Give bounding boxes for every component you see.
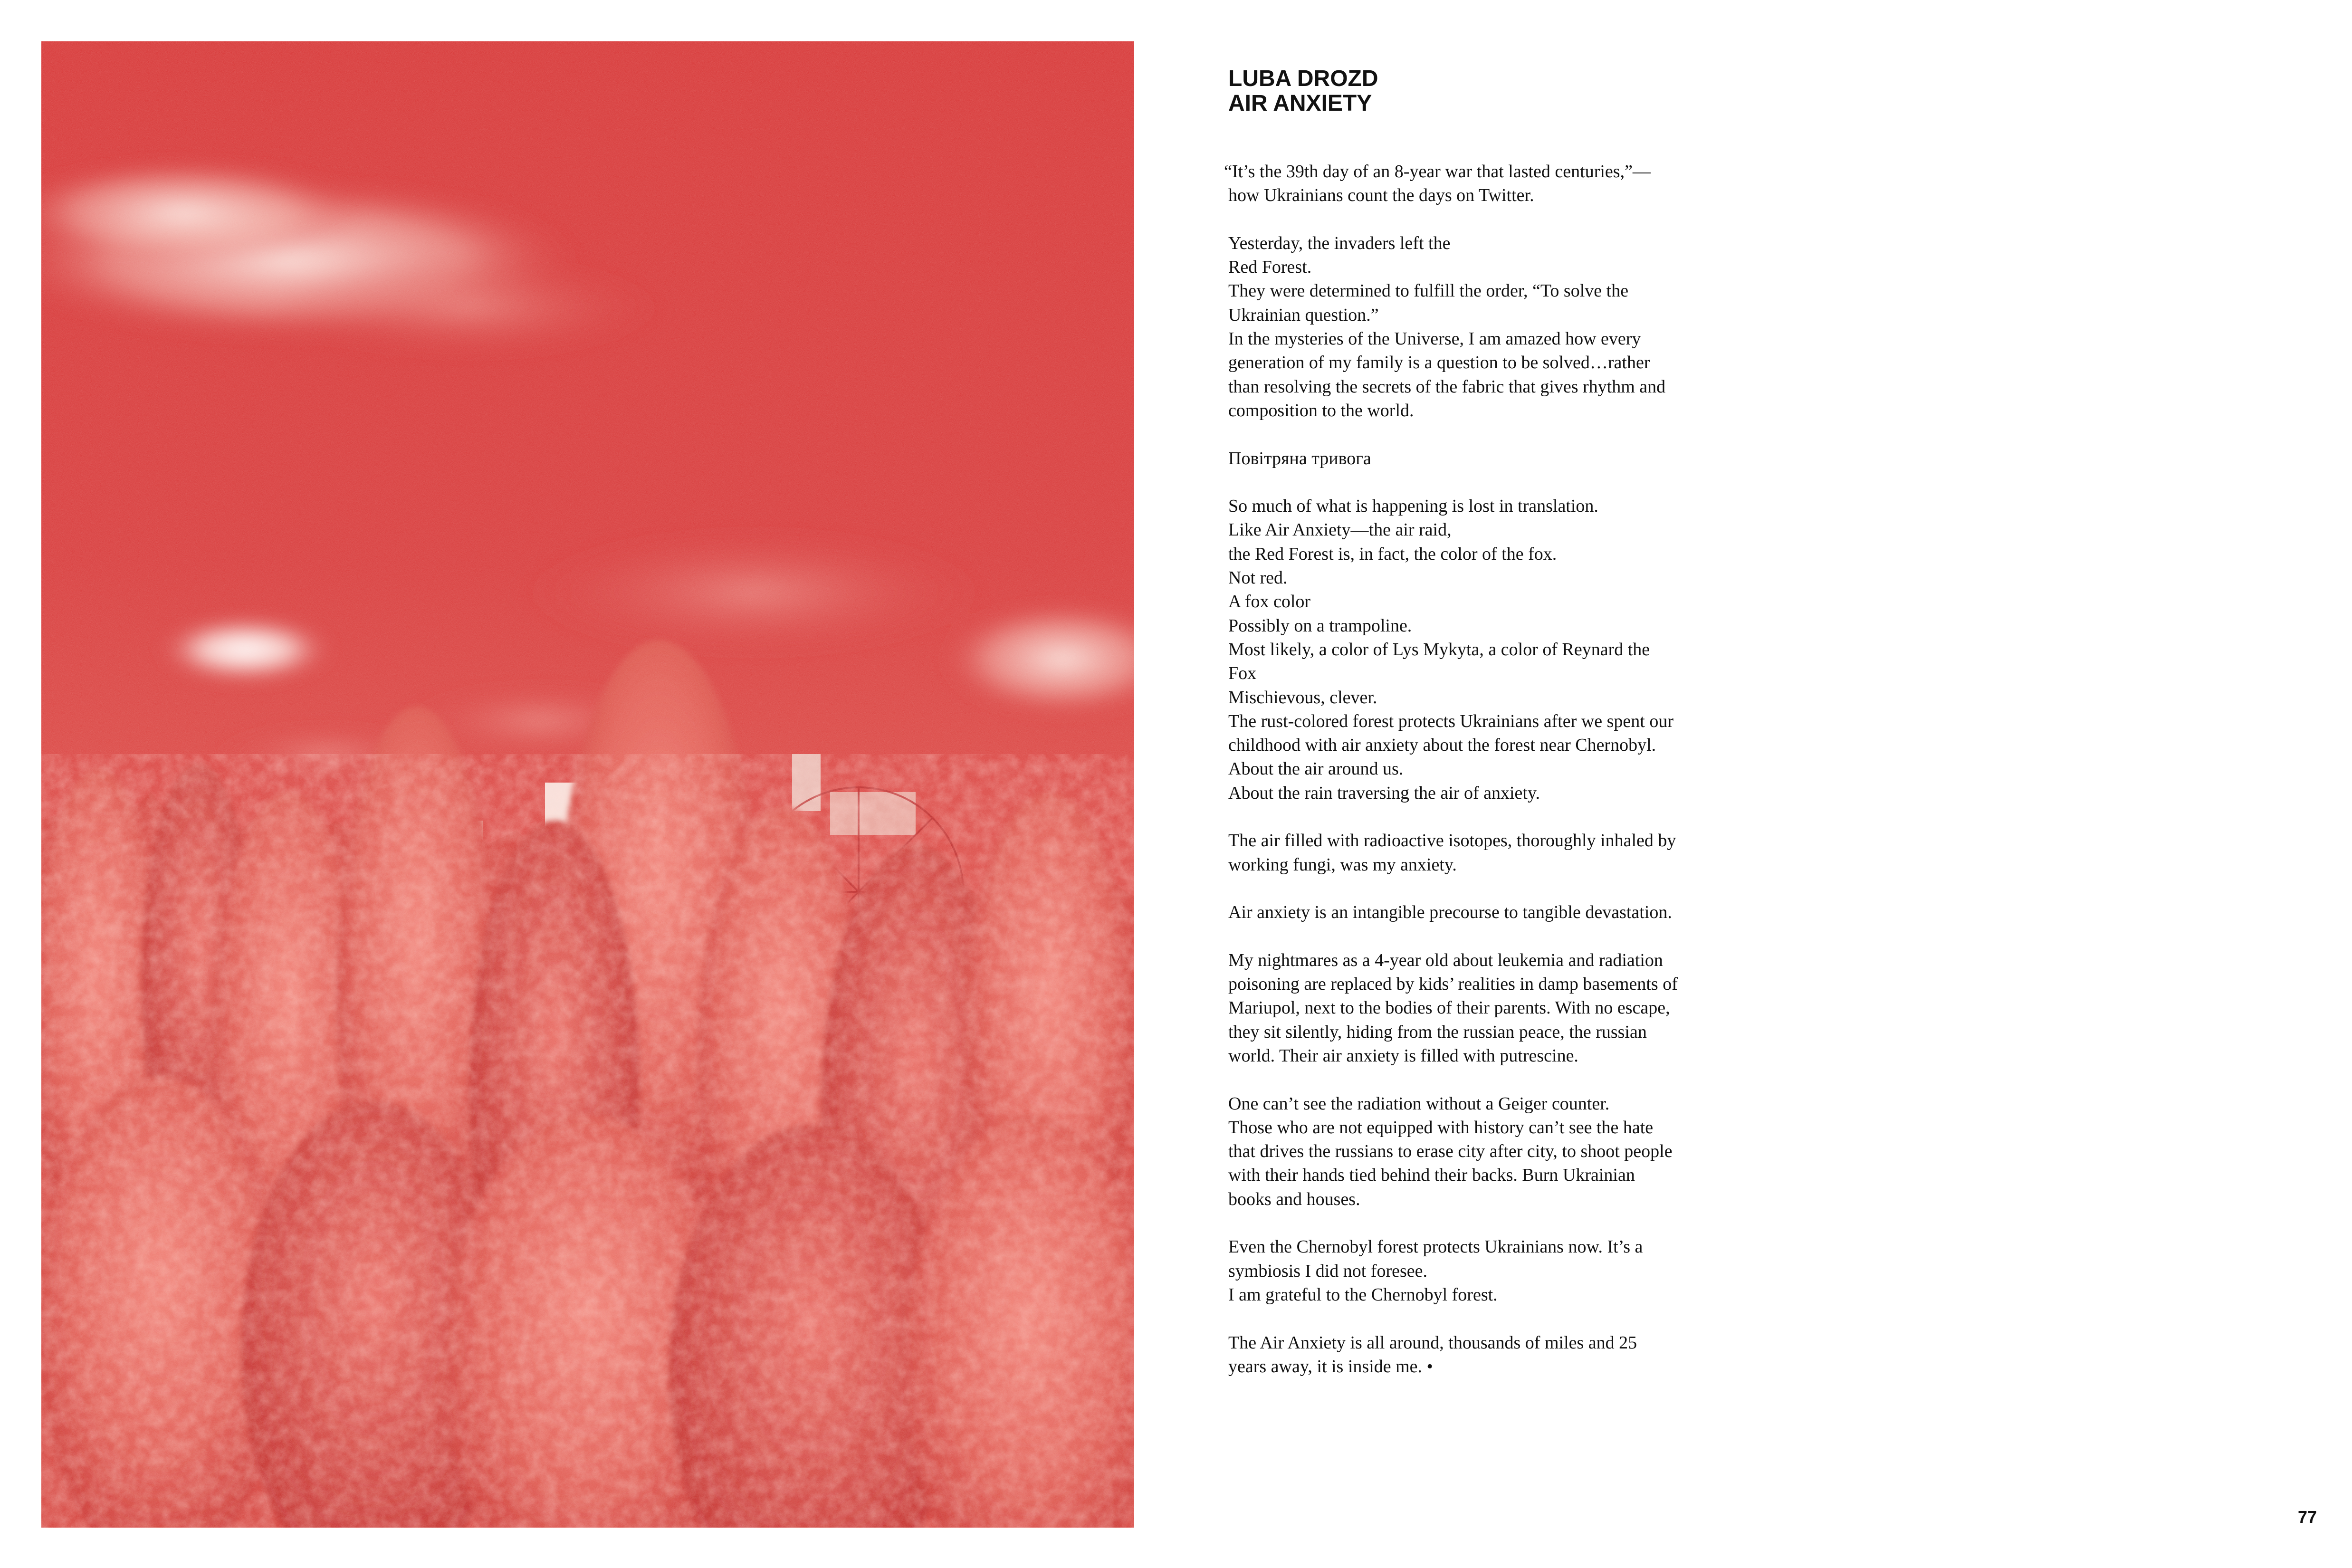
paragraph bbox=[1228, 231, 1765, 422]
text-line: Air anxiety is an intangible precourse to tangible devastation. bbox=[1228, 902, 1672, 923]
paragraph bbox=[1224, 160, 1765, 208]
paragraph bbox=[1228, 447, 1765, 470]
text-line: Mischievous, clever. bbox=[1228, 687, 1377, 708]
text-line: Like Air Anxiety—the air raid, bbox=[1228, 520, 1452, 540]
text-line: My nightmares as a 4-year old about leukemia and radiation bbox=[1228, 950, 1663, 970]
text-line: Yesterday, the invaders left the bbox=[1228, 233, 1451, 253]
text-line: Those who are not equipped with history can’t see the hate bbox=[1228, 1117, 1654, 1138]
paragraph bbox=[1228, 948, 1765, 1068]
text-line: They were determined to fulfill the order, “To solve the bbox=[1228, 281, 1629, 301]
paragraph bbox=[1228, 900, 1765, 924]
text-line: generation of my family is a question to be solved…rather bbox=[1228, 353, 1650, 373]
text-line: Ukrainian question.” bbox=[1228, 305, 1379, 325]
paragraph bbox=[1228, 829, 1765, 877]
text-line: Most likely, a color of Lys Mykyta, a color of Reynard the bbox=[1228, 639, 1650, 660]
page-number: 77 bbox=[2297, 1507, 2317, 1527]
text-line: About the rain traversing the air of anxiety. bbox=[1228, 783, 1540, 803]
text-line: Red Forest. bbox=[1228, 257, 1312, 277]
article-body bbox=[1224, 160, 1765, 1378]
text-line: “It’s the 39th day of an 8-year war that lasted centuries,”— bbox=[1224, 162, 1651, 182]
text-line: world. Their air anxiety is filled with putrescine. bbox=[1228, 1045, 1578, 1066]
text-line: childhood with air anxiety about the forest near Chernobyl. bbox=[1228, 735, 1656, 755]
author-name: LUBA DROZD bbox=[1228, 66, 1378, 91]
text-line: Повітряна тривога bbox=[1228, 448, 1371, 468]
text-line: In the mysteries of the Universe, I am amazed how every bbox=[1228, 329, 1641, 349]
article-title: AIR ANXIETY bbox=[1228, 91, 1372, 116]
paragraph bbox=[1228, 494, 1765, 805]
text-line: years away, it is inside me. • bbox=[1228, 1356, 1433, 1377]
forest-photo-image bbox=[41, 41, 1134, 1528]
text-line: About the air around us. bbox=[1228, 759, 1404, 779]
text-line: poisoning are replaced by kids’ realities in damp basements of bbox=[1228, 974, 1678, 994]
text-line: working fungi, was my anxiety. bbox=[1228, 854, 1457, 875]
text-line: books and houses. bbox=[1228, 1189, 1360, 1209]
text-line: they sit silently, hiding from the russian peace, the russian bbox=[1228, 1022, 1647, 1042]
text-line: Even the Chernobyl forest protects Ukrainians now. It’s a bbox=[1228, 1237, 1643, 1257]
text-line: symbiosis I did not foresee. bbox=[1228, 1261, 1428, 1281]
text-line: One can’t see the radiation without a Geiger counter. bbox=[1228, 1093, 1610, 1114]
paragraph bbox=[1228, 1235, 1765, 1307]
text-line: Not red. bbox=[1228, 568, 1288, 588]
paragraph bbox=[1228, 1331, 1765, 1379]
text-line: Possibly on a trampoline. bbox=[1228, 615, 1412, 636]
text-line: The air filled with radioactive isotopes, thoroughly inhaled by bbox=[1228, 831, 1676, 851]
text-line: with their hands tied behind their backs. Burn Ukrainian bbox=[1228, 1165, 1635, 1186]
article bbox=[1224, 66, 1765, 1378]
text-line: The rust-colored forest protects Ukrainians after we spent our bbox=[1228, 711, 1673, 731]
article-headline bbox=[1228, 67, 1765, 116]
chernobyl-forest-photo bbox=[41, 41, 1134, 1528]
text-line: So much of what is happening is lost in translation. bbox=[1228, 496, 1598, 516]
text-line: how Ukrainians count the days on Twitter. bbox=[1228, 185, 1534, 206]
text-line: the Red Forest is, in fact, the color of the fox. bbox=[1228, 544, 1557, 564]
text-line: A fox color bbox=[1228, 592, 1311, 612]
text-line: composition to the world. bbox=[1228, 400, 1414, 421]
text-line: Mariupol, next to the bodies of their parents. With no escape, bbox=[1228, 998, 1670, 1018]
text-line: The Air Anxiety is all around, thousands of miles and 25 bbox=[1228, 1332, 1637, 1353]
text-line: I am grateful to the Chernobyl forest. bbox=[1228, 1284, 1498, 1305]
paragraph bbox=[1228, 1092, 1765, 1211]
text-line: Fox bbox=[1228, 663, 1257, 684]
text-line: than resolving the secrets of the fabric that gives rhythm and bbox=[1228, 376, 1666, 397]
text-line: that drives the russians to erase city after city, to shoot people bbox=[1228, 1141, 1673, 1162]
